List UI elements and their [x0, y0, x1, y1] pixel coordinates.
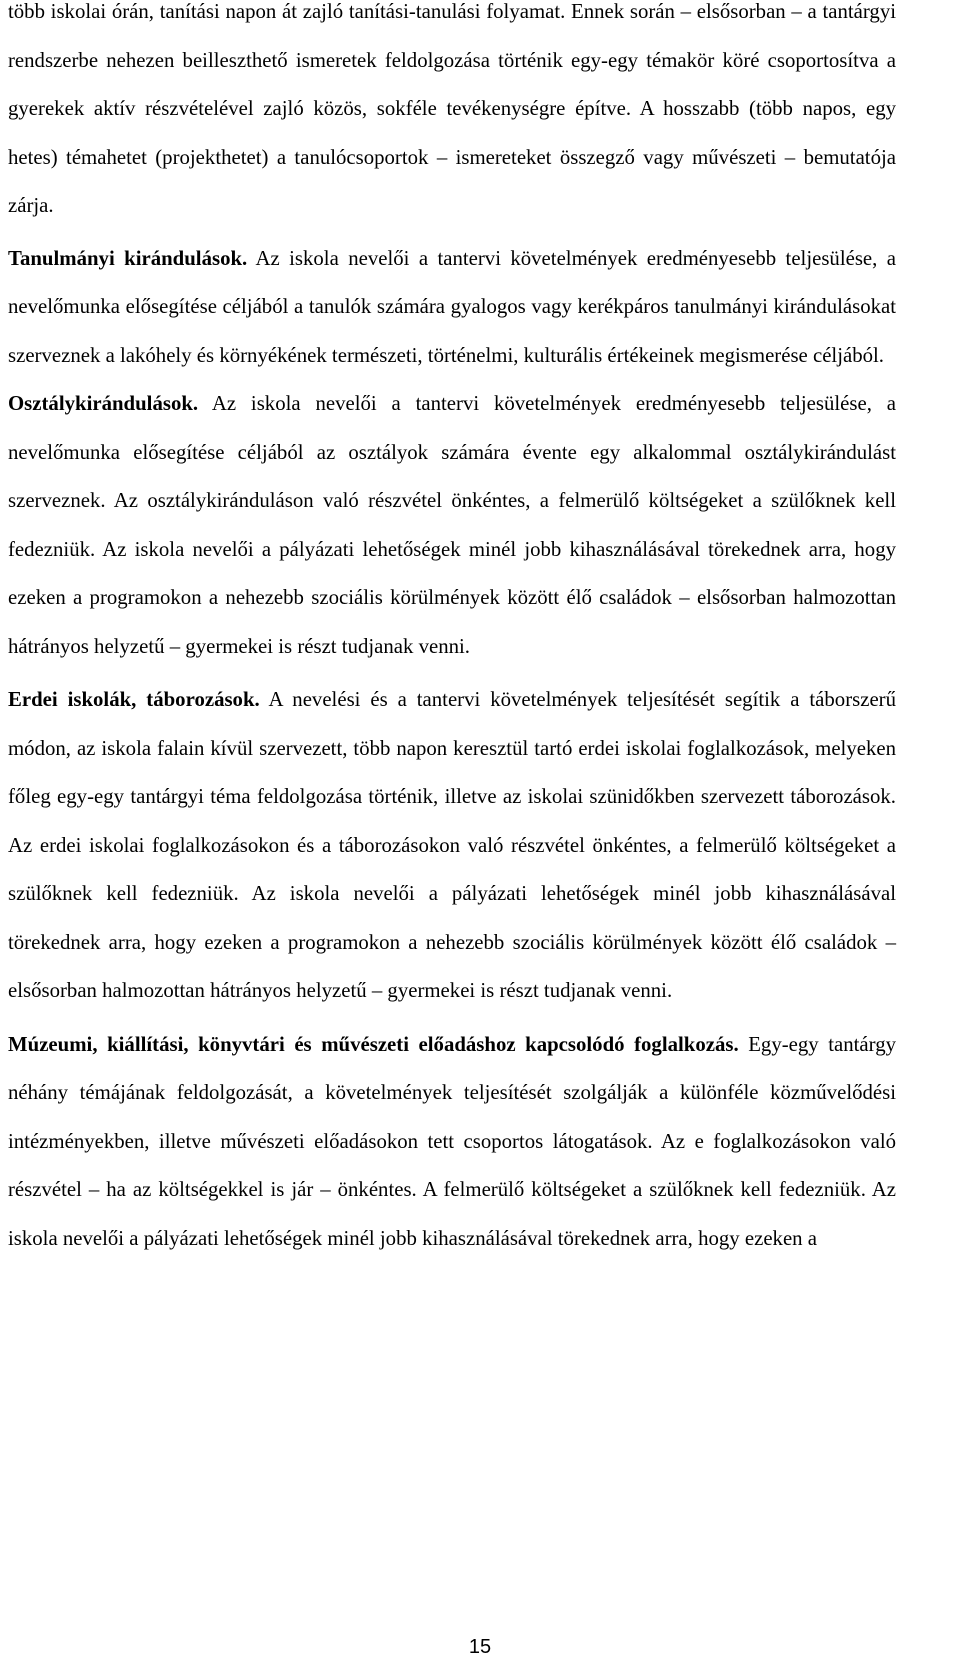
paragraph-tanulmanyi-kirandulasok [8, 235, 896, 381]
paragraph-osztalykirandulasok [8, 380, 896, 671]
paragraph-text: Az iskola nevelői a tantervi követelmények eredményesebb teljesülése, a nevelőmunka elősegítése céljából az osztályok számára évente egy alkalommal osztálykirándulást szerveznek. Az osztálykiránduláson való részvétel önkéntes, a felmerülő költségeket a szülőknek kell fedezniük. Az iskola nevelői a pályázati lehetőségek minél jobb kihasználásával törekednek arra, hogy ezeken a programokon a nehezebb szociális körülmények között élő családok – elsősorban halmozottan hátrányos helyzetű – gyermekei is részt tudjanak venni. [8, 392, 896, 658]
document-page [8, 0, 896, 1263]
paragraph-erdei-iskolak [8, 676, 896, 1016]
paragraph-text: Az iskola nevelői a tantervi követelmények eredményesebb teljesülése, a nevelőmunka elősegítése céljából a tanulók számára gyalogos vagy kerékpáros tanulmányi kirándulásokat szerveznek a lakóhely és környékének természeti, történelmi, kulturális értékeinek megismerése céljából. [8, 246, 896, 367]
paragraph-text: Egy-egy tantárgy néhány témájának feldolgozását, a követelmények teljesítését szolgálják a különféle közművelődési intézményekben, illetve művészeti előadásokon tett csoportos látogatások. Az e foglalkozásokon való részvétel – ha az költségekkel is jár – önkéntes. A felmerülő költségeket a szülőknek kell fedezniük. Az iskola nevelői a pályázati lehetőségek minél jobb kihasználásával törekednek arra, hogy ezeken a [8, 1032, 896, 1250]
paragraph-projecthet [8, 0, 896, 231]
page-number: 15 [468, 1636, 492, 1658]
section-heading: Osztálykirándulások. [8, 392, 199, 415]
section-heading: Tanulmányi kirándulások. [8, 246, 248, 270]
section-heading: Erdei iskolák, táborozások. [8, 688, 260, 711]
paragraph-text: több iskolai órán, tanítási napon át zajló tanítási-tanulási folyamat. Ennek során – elsősorban – a tantárgyi rendszerbe nehezen beilleszthető ismeretek feldolgozása történik egy-egy témakör köré csoportosítva a gyerekek aktív részvételével zajló közös, sokféle tevékenységre építve. A hosszabb (több napos, egy hetes) témahetet (projekthetet) a tanulócsoportok – ismereteket összegző vagy művészeti – bemutatója zárja. [8, 0, 896, 217]
paragraph-text: A nevelési és a tantervi követelmények teljesítését segítik a táborszerű módon, az iskola falain kívül szervezett, több napon keresztül tartó erdei iskolai foglalkozások, melyeken főleg egy-egy tantárgyi téma feldolgozása történik, illetve az iskolai szünidőkben szervezett táborozások. Az erdei iskolai foglalkozásokon és a táborozásokon való részvétel önkéntes, a felmerülő költségeket a szülőknek kell fedezniük. Az iskola nevelői a pályázati lehetőségek minél jobb kihasználásával törekednek arra, hogy ezeken a programokon a nehezebb szociális körülmények között élő családok – elsősorban halmozottan hátrányos helyzetű – gyermekei is részt tudjanak venni. [8, 688, 896, 1002]
paragraph-muzeumi-foglalkozas [8, 1021, 896, 1264]
section-heading: Múzeumi, kiállítási, könyvtári és művészeti előadáshoz kapcsolódó foglalkozás. [8, 1032, 739, 1056]
